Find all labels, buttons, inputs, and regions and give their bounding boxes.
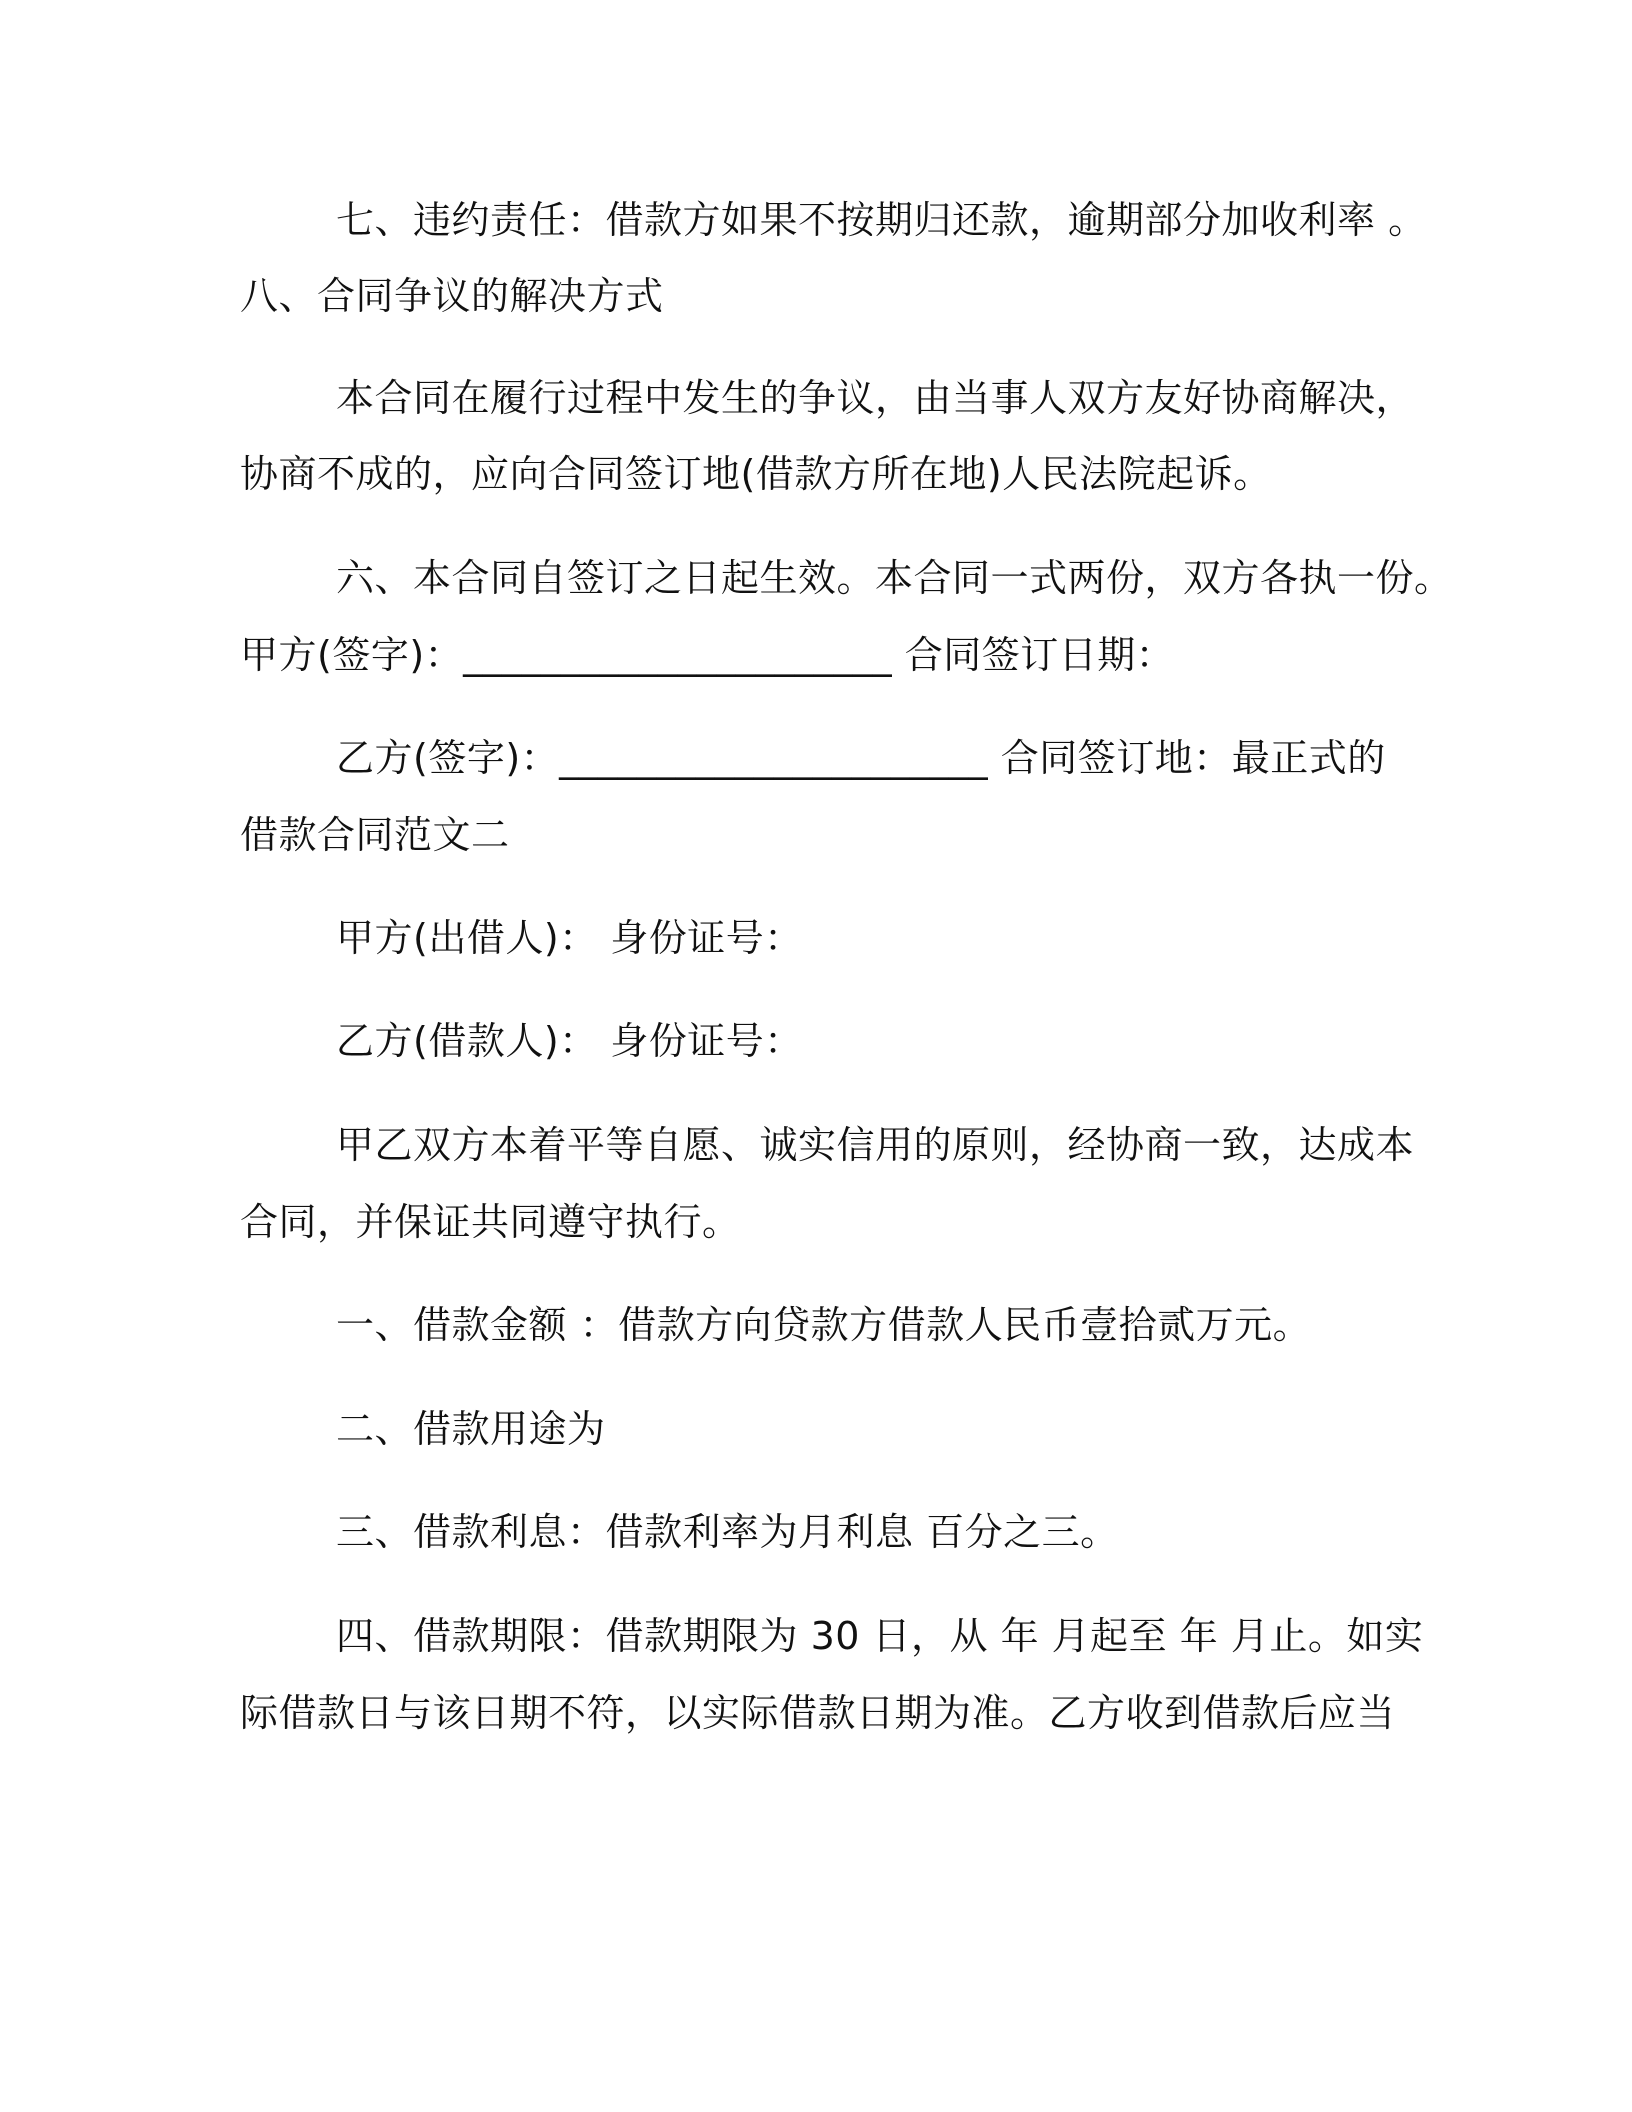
- party-b-borrower-line: 乙方(借款人)： 身份证号：: [336, 1019, 803, 1063]
- principle-paragraph-line-1: 甲乙双方本着平等自愿、诚实信用的原则，经协商一致，达成本: [336, 1123, 1415, 1167]
- party-b-signature-line: 乙方(签字)：______________________ 合同签订地：最正式的: [336, 736, 1386, 780]
- clause-6-effective: 六、本合同自签订之日起生效。本合同一式两份，双方各执一份。: [336, 556, 1453, 600]
- principle-paragraph-line-2: 合同，并保证共同遵守执行。: [240, 1200, 741, 1244]
- clause-3-loan-interest: 三、借款利息：借款利率为月利息 百分之三。: [336, 1510, 1119, 1554]
- clause-1-loan-amount: 一、借款金额 ：借款方向贷款方借款人民币壹拾贰万元。: [336, 1303, 1312, 1347]
- clause-2-loan-purpose: 二、借款用途为: [336, 1407, 606, 1451]
- clause-4-loan-term-line-1: 四、借款期限：借款期限为 30 日，从 年 月起至 年 月止。如实: [336, 1614, 1424, 1658]
- clause-7-breach-liability: 七、违约责任：借款方如果不按期归还款，逾期部分加收利率 。: [336, 198, 1427, 242]
- clause-4-loan-term-line-2: 际借款日与该日期不符，以实际借款日期为准。乙方收到借款后应当: [240, 1691, 1396, 1735]
- clause-8-heading-dispute-resolution: 八、合同争议的解决方式: [240, 274, 664, 318]
- sample-two-title: 借款合同范文二: [240, 813, 510, 857]
- party-a-signature-line: 甲方(签字)：______________________ 合同签订日期：: [240, 633, 1175, 677]
- dispute-paragraph-line-2: 协商不成的，应向合同签订地(借款方所在地)人民法院起诉。: [240, 452, 1272, 496]
- dispute-paragraph-line-1: 本合同在履行过程中发生的争议，由当事人双方友好协商解决，: [336, 376, 1415, 420]
- party-a-lender-line: 甲方(出借人)： 身份证号：: [336, 916, 803, 960]
